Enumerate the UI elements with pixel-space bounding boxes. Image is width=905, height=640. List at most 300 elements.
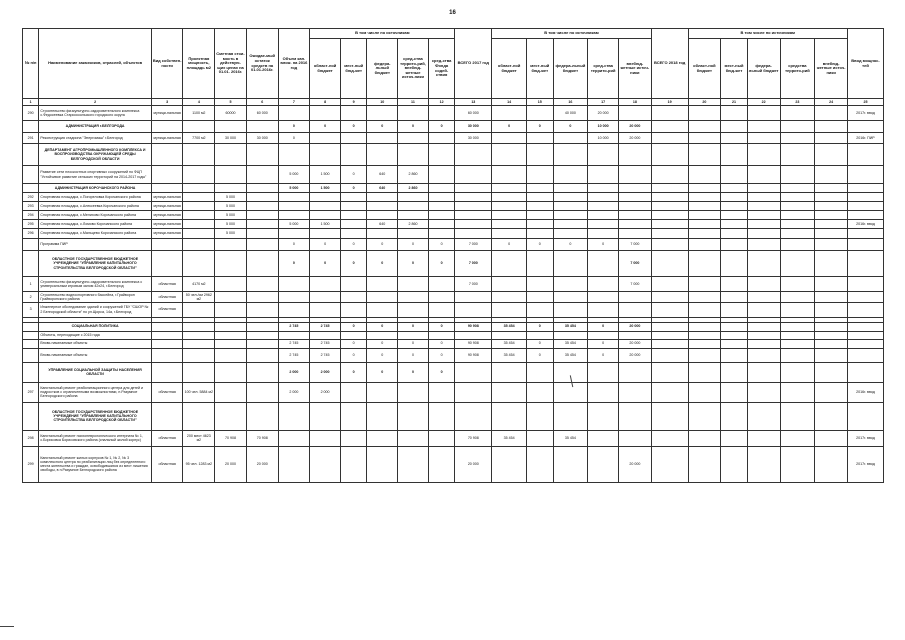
cell-object-name: Развитие сети плоскостных спортивных сооружений по ФЦП "Устойчивое развитие сельских территорий на 2014-2017 годы" — [39, 166, 151, 184]
header-terr-funds: сред-ства террито-рий, внебюд-жетные источ-ники — [398, 39, 429, 99]
cell-local-2017: 0 — [526, 348, 553, 362]
cell-federal-2018 — [747, 430, 780, 446]
cell-fund-2016 — [428, 166, 455, 184]
cell-cap-inv-2016 — [278, 277, 310, 292]
cell-capacity — [183, 229, 215, 239]
column-number: 16 — [553, 99, 588, 106]
cell-territory-2017: 0 — [588, 339, 619, 348]
cell-local-2018 — [721, 106, 748, 121]
cell-local-2018 — [721, 220, 748, 229]
cell-total-2017 — [455, 362, 492, 382]
cell-offbudget-2018 — [815, 106, 848, 121]
cell-capacity — [183, 402, 215, 430]
cell-federal-2016 — [367, 193, 398, 202]
cell-expected-remainder — [246, 348, 278, 362]
cell-row-number: 291 — [23, 133, 39, 144]
cell-regional-2018 — [688, 229, 721, 239]
cell-cap-inv-2016 — [278, 144, 310, 166]
cell-federal-2016: 640 — [367, 220, 398, 229]
cell-federal-2017 — [553, 144, 588, 166]
header-incl-sources-2017: В том числе по источникам — [492, 29, 652, 39]
cell-federal-2017 — [553, 202, 588, 211]
cell-territory-2017: 0 — [588, 239, 619, 251]
cell-ownership: областная — [151, 446, 183, 482]
cell-object-name: СОЦИАЛЬНАЯ ПОЛИТИКА — [39, 322, 151, 331]
cell-regional-2017: 0 — [492, 239, 527, 251]
cell-offbudget-2017 — [618, 362, 651, 382]
cell-row-number: 3 — [23, 302, 39, 317]
column-numbers-row — [23, 99, 884, 106]
cell-federal-2016 — [367, 302, 398, 317]
cell-territory-2018 — [780, 251, 815, 277]
cell-local-2018 — [721, 362, 748, 382]
cell-regional-2018 — [688, 302, 721, 317]
cell-row-number — [23, 251, 39, 277]
cell-local-2016 — [340, 133, 367, 144]
cell-capacity — [183, 184, 215, 193]
header-terr-2017: сред-ства террито-рий — [588, 39, 619, 99]
cell-territory-2016 — [398, 229, 429, 239]
cell-regional-2017 — [492, 193, 527, 202]
cell-cap-inv-2016 — [278, 229, 310, 239]
cell-offbudget-2018 — [815, 362, 848, 382]
cell-territory-2016 — [398, 382, 429, 402]
cell-regional-2018 — [688, 292, 721, 303]
cell-fund-2016 — [428, 184, 455, 193]
cell-local-2016 — [340, 302, 367, 317]
cell-regional-2018 — [688, 277, 721, 292]
cell-federal-2018 — [747, 331, 780, 339]
cell-total-2017 — [455, 220, 492, 229]
cell-commissioning — [848, 144, 884, 166]
cell-total-2018 — [651, 144, 688, 166]
cell-expected-remainder: 60 000 — [246, 106, 278, 121]
cell-offbudget-2018 — [815, 446, 848, 482]
cell-ownership: областная — [151, 382, 183, 402]
cell-commissioning — [848, 251, 884, 277]
cell-federal-2018 — [747, 382, 780, 402]
cell-regional-2018 — [688, 193, 721, 202]
cell-local-2018 — [721, 348, 748, 362]
table-row — [23, 229, 884, 239]
cell-ownership: муници-пальная — [151, 106, 183, 121]
cell-federal-2017 — [553, 292, 588, 303]
cell-ownership — [151, 144, 183, 166]
header-total-2017: ВСЕГО 2017 год — [455, 29, 492, 99]
cell-regional-2016 — [310, 292, 341, 303]
cell-fund-2016: 0 — [428, 121, 455, 133]
cell-estimated-cost — [215, 302, 247, 317]
cell-capacity — [183, 211, 215, 220]
page-number: 16 — [449, 10, 456, 16]
cell-regional-2017 — [492, 382, 527, 402]
header-commissioning: Ввод мощнос-тей — [848, 29, 884, 99]
cell-cap-inv-2016: 2 000 — [278, 382, 310, 402]
cell-regional-2017 — [492, 446, 527, 482]
column-number: 17 — [588, 99, 619, 106]
cell-cap-inv-2016: 0 — [278, 121, 310, 133]
cell-expected-remainder — [246, 239, 278, 251]
cell-regional-2016: 2 745 — [310, 322, 341, 331]
cell-territory-2016 — [398, 144, 429, 166]
cell-regional-2018 — [688, 133, 721, 144]
cell-fund-2016 — [428, 331, 455, 339]
cell-offbudget-2018 — [815, 211, 848, 220]
cell-territory-2017 — [588, 277, 619, 292]
cell-capacity: 95 чел. 1283 м2 — [183, 446, 215, 482]
table-row — [23, 430, 884, 446]
cell-territory-2017 — [588, 402, 619, 430]
cell-territory-2016 — [398, 277, 429, 292]
cell-total-2018 — [651, 362, 688, 382]
cell-federal-2016: 640 — [367, 184, 398, 193]
cell-territory-2017 — [588, 292, 619, 303]
cell-offbudget-2018 — [815, 277, 848, 292]
cell-estimated-cost — [215, 331, 247, 339]
cell-cap-inv-2016 — [278, 292, 310, 303]
cell-territory-2018 — [780, 382, 815, 402]
table-row — [23, 106, 884, 121]
cell-expected-remainder — [246, 251, 278, 277]
section-row — [23, 322, 884, 331]
cell-row-number: 299 — [23, 446, 39, 482]
cell-territory-2016: 0 — [398, 239, 429, 251]
cell-ownership: муници-пальная — [151, 133, 183, 144]
column-number: 9 — [340, 99, 367, 106]
cell-commissioning: 2016г. ПИР — [848, 133, 884, 144]
cell-regional-2017 — [492, 211, 527, 220]
cell-regional-2016 — [310, 144, 341, 166]
cell-local-2018 — [721, 121, 748, 133]
cell-local-2016: 0 — [340, 184, 367, 193]
cell-territory-2018 — [780, 402, 815, 430]
cell-regional-2017: 35 454 — [492, 322, 527, 331]
cell-local-2017 — [526, 362, 553, 382]
cell-federal-2016 — [367, 202, 398, 211]
cell-total-2017 — [455, 402, 492, 430]
cell-ownership — [151, 331, 183, 339]
cell-territory-2017 — [588, 446, 619, 482]
cell-capacity — [183, 339, 215, 348]
cell-regional-2016 — [310, 430, 341, 446]
cell-territory-2018 — [780, 277, 815, 292]
cell-row-number — [23, 166, 39, 184]
cell-ownership: муници-пальная — [151, 229, 183, 239]
cell-total-2017: 70 908 — [455, 430, 492, 446]
cell-federal-2018 — [747, 362, 780, 382]
cell-regional-2017 — [492, 106, 527, 121]
table-row — [23, 382, 884, 402]
cell-territory-2017 — [588, 166, 619, 184]
cell-fund-2016 — [428, 302, 455, 317]
cell-object-name: Спортивная площадка, с.Мелихово Корочанского района — [39, 211, 151, 220]
cell-local-2016: 0 — [340, 239, 367, 251]
cell-cap-inv-2016 — [278, 202, 310, 211]
cell-regional-2017: 35 454 — [492, 348, 527, 362]
cell-local-2016: 0 — [340, 362, 367, 382]
cell-territory-2017 — [588, 331, 619, 339]
cell-federal-2017 — [553, 382, 588, 402]
cell-object-name: АДМИНИСТРАЦИЯ КОРОЧАНСКОГО РАЙОНА — [39, 184, 151, 193]
cell-local-2016 — [340, 382, 367, 402]
cell-fund-2016 — [428, 193, 455, 202]
cell-territory-2018 — [780, 193, 815, 202]
cell-fund-2016 — [428, 144, 455, 166]
cell-local-2017 — [526, 202, 553, 211]
cell-regional-2018 — [688, 121, 721, 133]
cell-capacity: 50 чел./см 2962 м2 — [183, 292, 215, 303]
cell-capacity — [183, 166, 215, 184]
cell-capacity — [183, 348, 215, 362]
header-expected-rest: Ожидае-мый остаток средств на 01.01.2016г. — [246, 29, 278, 99]
cell-row-number: 292 — [23, 193, 39, 202]
cell-object-name: Строительство водноспортивного бассейна, г.Грайворон Грайворонского района — [39, 292, 151, 303]
cell-local-2017 — [526, 211, 553, 220]
column-number: 21 — [721, 99, 748, 106]
cell-territory-2016: 0 — [398, 121, 429, 133]
cell-expected-remainder — [246, 382, 278, 402]
cell-territory-2016: 0 — [398, 348, 429, 362]
cell-offbudget-2018 — [815, 382, 848, 402]
cell-federal-2018 — [747, 302, 780, 317]
cell-total-2017: 90 908 — [455, 339, 492, 348]
cell-federal-2016: 0 — [367, 251, 398, 277]
cell-total-2017 — [455, 382, 492, 402]
cell-ownership — [151, 166, 183, 184]
cell-local-2016 — [340, 193, 367, 202]
cell-regional-2016: 0 — [310, 251, 341, 277]
cell-local-2016 — [340, 211, 367, 220]
cell-local-2018 — [721, 382, 748, 402]
cell-federal-2016: 0 — [367, 362, 398, 382]
header-terr-2018: средства террито-рий — [780, 39, 815, 99]
table-row — [23, 339, 884, 348]
cell-federal-2017 — [553, 402, 588, 430]
cell-regional-2017 — [492, 251, 527, 277]
cell-commissioning: 2017г. ввод — [848, 446, 884, 482]
cell-ownership: муници-пальная — [151, 211, 183, 220]
cell-total-2017 — [455, 166, 492, 184]
cell-regional-2017: 0 — [492, 121, 527, 133]
cell-territory-2017 — [588, 229, 619, 239]
cell-total-2018 — [651, 239, 688, 251]
header-kind: Вид собствен-ности — [151, 29, 183, 99]
column-number: 5 — [215, 99, 247, 106]
cell-total-2018 — [651, 184, 688, 193]
cell-row-number: 290 — [23, 106, 39, 121]
cell-commissioning — [848, 211, 884, 220]
cell-commissioning — [848, 322, 884, 331]
cell-federal-2017 — [553, 277, 588, 292]
cell-territory-2016 — [398, 106, 429, 121]
cell-expected-remainder — [246, 229, 278, 239]
cell-local-2017 — [526, 430, 553, 446]
cell-regional-2016 — [310, 202, 341, 211]
cell-estimated-cost — [215, 292, 247, 303]
cell-row-number — [23, 121, 39, 133]
cell-row-number: 294 — [23, 211, 39, 220]
cell-commissioning — [848, 229, 884, 239]
cell-local-2016: 0 — [340, 348, 367, 362]
table-body — [23, 106, 884, 483]
cell-local-2018 — [721, 239, 748, 251]
cell-territory-2016: 0 — [398, 362, 429, 382]
column-number: 12 — [428, 99, 455, 106]
cell-federal-2017 — [553, 220, 588, 229]
cell-object-name: Инженерное обследование зданий и сооружений ГБУ "СШОР № 2 Белгородской области" по ул.Щорса, 14а, г.Белгород — [39, 302, 151, 317]
cell-expected-remainder — [246, 402, 278, 430]
cell-offbudget-2017 — [618, 166, 651, 184]
cell-object-name: ДЕПАРТАМЕНТ АГРОПРОМЫШЛЕННОГО КОМПЛЕКСА И ВОСПРОИЗВОДСТВА ОКРУЖАЮЩЕЙ СРЕДЫ БЕЛГОРОДСКОЙ ОБЛАСТИ — [39, 144, 151, 166]
cell-regional-2016: 2 000 — [310, 362, 341, 382]
cell-total-2018 — [651, 193, 688, 202]
cell-capacity — [183, 220, 215, 229]
cell-capacity — [183, 362, 215, 382]
cell-local-2016 — [340, 277, 367, 292]
cell-ownership — [151, 322, 183, 331]
cell-territory-2018 — [780, 229, 815, 239]
header-federal-2017: федера-льный бюджет — [553, 39, 588, 99]
column-number: 10 — [367, 99, 398, 106]
cell-estimated-cost — [215, 144, 247, 166]
cell-regional-2018 — [688, 202, 721, 211]
cell-object-name: УПРАВЛЕНИЕ СОЦИАЛЬНОЙ ЗАЩИТЫ НАСЕЛЕНИЯ ОБЛАСТИ — [39, 362, 151, 382]
cell-federal-2016: 640 — [367, 166, 398, 184]
cell-local-2017 — [526, 133, 553, 144]
cell-regional-2017 — [492, 362, 527, 382]
cell-regional-2016: 1 500 — [310, 166, 341, 184]
cell-total-2017 — [455, 229, 492, 239]
cell-estimated-cost — [215, 184, 247, 193]
cell-expected-remainder — [246, 211, 278, 220]
cell-total-2018 — [651, 339, 688, 348]
cell-commissioning — [848, 339, 884, 348]
cell-row-number: 295 — [23, 220, 39, 229]
cell-territory-2018 — [780, 184, 815, 193]
column-number: 3 — [151, 99, 183, 106]
cell-total-2018 — [651, 430, 688, 446]
cell-expected-remainder — [246, 302, 278, 317]
cell-regional-2018 — [688, 362, 721, 382]
header-local-2017: мест-ный бюд-жет — [526, 39, 553, 99]
header-regional-2018: област-ной бюджет — [688, 39, 721, 99]
cell-federal-2016 — [367, 382, 398, 402]
cell-regional-2017 — [492, 202, 527, 211]
cell-territory-2016: 2 860 — [398, 184, 429, 193]
cell-local-2016 — [340, 331, 367, 339]
cell-local-2017 — [526, 229, 553, 239]
cell-fund-2016: 0 — [428, 239, 455, 251]
cell-estimated-cost — [215, 362, 247, 382]
cell-regional-2018 — [688, 251, 721, 277]
cell-local-2017 — [526, 277, 553, 292]
cell-territory-2016 — [398, 193, 429, 202]
cell-total-2018 — [651, 251, 688, 277]
cell-territory-2017: 20 000 — [588, 106, 619, 121]
cell-local-2017: 0 — [526, 121, 553, 133]
cell-regional-2018 — [688, 402, 721, 430]
cell-regional-2017 — [492, 144, 527, 166]
cell-cap-inv-2016: 2 745 — [278, 339, 310, 348]
column-number: 13 — [455, 99, 492, 106]
cell-estimated-cost: 5 000 — [215, 229, 247, 239]
header-incl-sources-2018: В том числе по источникам — [688, 29, 848, 39]
cell-total-2018 — [651, 322, 688, 331]
cell-federal-2017: 35 454 — [553, 339, 588, 348]
header-total-2018: ВСЕГО 2018 год — [651, 29, 688, 99]
cell-total-2017: 30 000 — [455, 121, 492, 133]
cell-federal-2018 — [747, 202, 780, 211]
cell-regional-2018 — [688, 430, 721, 446]
cell-object-name: Спортивная площадка, с.Алексеевка Корочанского района — [39, 202, 151, 211]
cell-territory-2017 — [588, 251, 619, 277]
cell-territory-2018 — [780, 331, 815, 339]
cell-ownership — [151, 184, 183, 193]
header-capacity: Проектная мощность, площадь м2 — [183, 29, 215, 99]
cell-territory-2016 — [398, 133, 429, 144]
cell-local-2017: 0 — [526, 239, 553, 251]
cell-federal-2016 — [367, 446, 398, 482]
cell-federal-2016 — [367, 331, 398, 339]
cell-local-2017 — [526, 144, 553, 166]
header-no: № п/п — [23, 29, 39, 99]
cell-capacity: 200 мест 4623 м2 — [183, 430, 215, 446]
column-number: 11 — [398, 99, 429, 106]
cell-federal-2017 — [553, 251, 588, 277]
cell-territory-2018 — [780, 144, 815, 166]
cell-expected-remainder — [246, 339, 278, 348]
cell-total-2017 — [455, 202, 492, 211]
cell-regional-2018 — [688, 348, 721, 362]
cell-regional-2017 — [492, 220, 527, 229]
cell-federal-2016 — [367, 133, 398, 144]
cell-total-2018 — [651, 106, 688, 121]
cell-local-2017: 0 — [526, 322, 553, 331]
cell-local-2016 — [340, 292, 367, 303]
cell-ownership: областная — [151, 302, 183, 317]
cell-commissioning — [848, 121, 884, 133]
investment-table — [22, 28, 884, 483]
section-row — [23, 144, 884, 166]
cell-territory-2016 — [398, 302, 429, 317]
cell-estimated-cost: 60000 — [215, 106, 247, 121]
cell-offbudget-2018 — [815, 348, 848, 362]
cell-expected-remainder — [246, 292, 278, 303]
cell-total-2017: 7 000 — [455, 277, 492, 292]
cell-fund-2016 — [428, 402, 455, 430]
column-number: 8 — [310, 99, 341, 106]
cell-federal-2018 — [747, 251, 780, 277]
cell-object-name: Спортивная площадка, с.Погореловка Корочанского района — [39, 193, 151, 202]
cell-local-2018 — [721, 302, 748, 317]
cell-fund-2016 — [428, 133, 455, 144]
cell-territory-2018 — [780, 348, 815, 362]
header-federal-2018: федера-льный бюджет — [747, 39, 780, 99]
table-row — [23, 446, 884, 482]
cell-territory-2018 — [780, 106, 815, 121]
cell-row-number — [23, 144, 39, 166]
cell-offbudget-2018 — [815, 339, 848, 348]
cell-federal-2016 — [367, 229, 398, 239]
cell-fund-2016: 0 — [428, 362, 455, 382]
cell-local-2016 — [340, 446, 367, 482]
cell-estimated-cost — [215, 322, 247, 331]
cell-local-2017: 0 — [526, 339, 553, 348]
column-number: 24 — [815, 99, 848, 106]
cell-local-2018 — [721, 339, 748, 348]
cell-territory-2017: 10 000 — [588, 121, 619, 133]
cell-regional-2018 — [688, 106, 721, 121]
